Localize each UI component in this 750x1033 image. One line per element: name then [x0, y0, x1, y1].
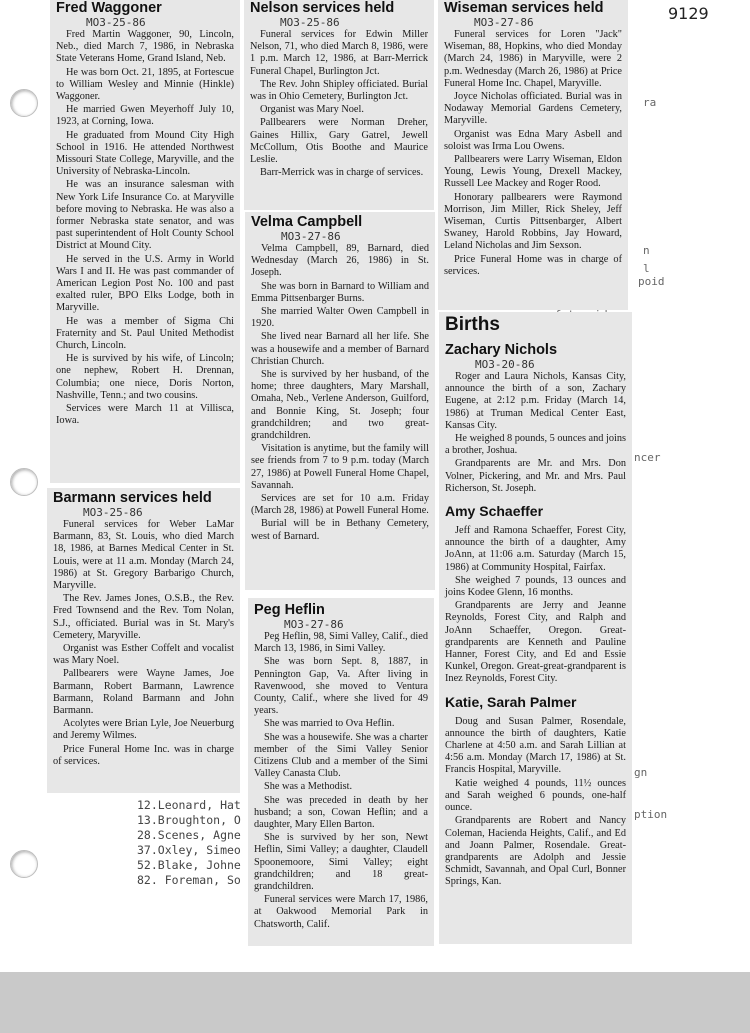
- paragraph: Funeral services for Loren "Jack" Wiseman, 88, Hopkins, who died Monday (March 24, 1986) in Maryville, were 2 p.m. Wednesday (March 26, 1986) at Price Funeral Home Inc. Chapel, Maryville.: [444, 29, 622, 89]
- list-item: 28.Scenes, Agne: [137, 828, 241, 842]
- clipping-title: Velma Campbell: [251, 214, 363, 230]
- punch-hole: [10, 468, 38, 496]
- paragraph: She lived near Barnard all her life. She was a housewife and a member of Barnard Christian Church.: [251, 331, 429, 367]
- clipping-velma-campbell: [245, 212, 435, 590]
- background-fragment: ption: [634, 808, 668, 821]
- paragraph: She was a housewife. She was a charter member of the Simi Valley Senior Citizens Club and a member of the Simi Valley Canasta Club.: [254, 731, 428, 780]
- paragraph: She married Walter Owen Campbell in 1920.: [251, 306, 429, 330]
- paragraph: She was born Sept. 8, 1887, in Pennington Gap, Va. After living in Ravenwood, she moved to Ventura County, Calif., where she lived for 49 years.: [254, 656, 428, 717]
- paragraph: Barr-Merrick was in charge of services.: [260, 167, 424, 179]
- clipping-peg-heflin: [248, 598, 434, 946]
- paragraph: Burial will be in Bethany Cemetery, west of Barnard.: [251, 518, 429, 542]
- birth-title: Zachary Nichols: [445, 342, 558, 358]
- list-item: 12.Leonard, Hat: [137, 798, 241, 812]
- paragraph: Organist was Mary Noel.: [260, 104, 364, 116]
- paragraph: Honorary pallbearers were Raymond Morrison, Jim Miller, Rick Sheley, Jeff Wiseman, Curtis Pittsenbarger, Albert Swaney, Harold Robbins, Jay Howard, Leland Nicholas and Jim Sexson.: [444, 191, 622, 252]
- clipping-fred-waggoner: [50, 0, 240, 483]
- paragraph: Grandparents are Robert and Nancy Coleman, Hacienda Heights, Calif., and Ed and Joann Palmer, Rosendale. Great-grandparents are Adolph and Jessie Schmidt, Savannah, and Opal Curl, Bonner Springs, Kan.: [445, 815, 626, 888]
- paragraph: He was born Oct. 21, 1895, at Fortescue to William Wesley and Minnie (Hinkle) Waggoner.: [56, 66, 234, 103]
- list-item: 13.Broughton, O: [137, 813, 241, 827]
- paragraph: He served in the U.S. Army in World Wars I and II. He was past commander of American Legion Post No. 100 and past exalted ruler, BPO Elks Lodge, both in Maryville.: [56, 253, 234, 314]
- page-number: 9129: [668, 4, 709, 23]
- clipping-title: Wiseman services held: [444, 0, 604, 16]
- background-fragment: poid: [638, 275, 665, 288]
- handwritten-date: MO3-20-86: [475, 358, 535, 371]
- paragraph: Acolytes were Brian Lyle, Joe Neuerburg and Jeremy Wilmes.: [53, 718, 234, 742]
- paragraph: Velma Campbell, 89, Barnard, died Wednesday (March 26, 1986) in St. Joseph.: [251, 243, 429, 279]
- paragraph: He weighed 8 pounds, 5 ounces and joins a brother, Joshua.: [445, 433, 627, 457]
- paragraph: The Rev. James Jones, O.S.B., the Rev. Fred Townsend and the Rev. Tom Nolan, S.J., officiated. Burial was in St. Mary's Cemetery, Maryville.: [53, 593, 234, 641]
- paragraph: Joyce Nicholas officiated. Burial was in Nodaway Memorial Gardens Cemetery, Maryville.: [444, 91, 622, 127]
- paragraph: Visitation is anytime, but the family will see friends from 7 to 9 p.m. today (March 27, 1986) at Powell Funeral Home Chapel, Savannah.: [251, 443, 429, 491]
- paragraph: He married Gwen Meyerhoff July 10, 1923, at Corning, Iowa.: [56, 104, 234, 128]
- paragraph: She weighed 7 pounds, 13 ounces and joins Kodee Glenn, 16 months.: [445, 574, 626, 599]
- handwritten-date: MO3-27-86: [281, 230, 341, 243]
- section-title: Births: [445, 314, 500, 335]
- background-fragment: gn: [634, 766, 648, 779]
- paragraph: Price Funeral Home was in charge of services.: [444, 253, 622, 277]
- paragraph: He graduated from Mound City High School in 1916. He attended Northwest Missouri State College, Maryville, and the University of Nebraska-Lincoln.: [56, 129, 234, 178]
- paragraph: Funeral services were March 17, 1986, at Oakwood Memorial Park in Chatsworth, Calif.: [254, 894, 428, 930]
- paragraph: Doug and Susan Palmer, Rosendale, announce the birth of daughters, Katie Charlene at 4:50 a.m. and Sarah Lillian at 4:56 a.m. Monday (March 17, 1986) at St. Francis Hospital, Maryville.: [445, 715, 626, 776]
- paragraph: Roger and Laura Nichols, Kansas City, announce the birth of a son, Zachary Eugene, at 2:12 p.m. Friday (March 14, 1986) at Truman Medical Center East, Kansas City.: [445, 371, 626, 431]
- birth-title: Katie, Sarah Palmer: [445, 693, 577, 710]
- paragraph: He was an insurance salesman with New York Life Insurance Co. at Maryville before moving to Nebraska. He was also a former Nebraska state senator, and was past superintendent of Holt County School District at Mound City.: [56, 179, 234, 252]
- clipping-title: Nelson services held: [250, 0, 395, 16]
- paragraph: She is survived by her son, Newt Heflin, Simi Valley; a daughter, Claudell Spoonemoore, Simi Valley; eight grandchildren; and 18 great-grandchildren.: [254, 832, 428, 893]
- paragraph: Pallbearers were Larry Wiseman, Eldon Young, Lewis Young, Drexell Mackey, Russell Lee Mackey and Roger Rood.: [444, 154, 622, 190]
- scan-bottom-edge: [0, 972, 750, 1033]
- paragraph: Services were March 11 at Villisca, Iowa.: [56, 403, 234, 427]
- punch-hole: [10, 850, 38, 878]
- paragraph: Pallbearers were Wayne James, Joe Barmann, Robert Barmann, Lawrence Barmann, Roland Barmann and John Barmann.: [53, 668, 234, 717]
- clipping-title: Barmann services held: [53, 490, 212, 506]
- paragraph: Peg Heflin, 98, Simi Valley, Calif., died March 13, 1986, in Simi Valley.: [254, 631, 428, 655]
- list-item: 82. Foreman, So: [137, 873, 241, 887]
- clipping-title: Fred Waggoner: [56, 0, 162, 16]
- paragraph: Pallbearers were Norman Dreher, Gaines Hillix, Gary Gatrel, Jewell McCollum, Otis Boothe and Maurice Leslie.: [250, 117, 428, 166]
- paragraph: Fred Martin Waggoner, 90, Lincoln, Neb., died March 7, 1986, in Nebraska State Veterans Home, Grand Island, Neb.: [56, 29, 234, 65]
- handwritten-date: MO3-27-86: [284, 618, 344, 631]
- paragraph: She was born in Barnard to William and Emma Pittsenbarger Burns.: [251, 280, 429, 304]
- paragraph: She was a Methodist.: [264, 781, 353, 793]
- paragraph: Grandparents are Jerry and Jeanne Reynolds, Forest City, and Ralph and JoAnn Schaeffer, Oregon. Great-grandparents are Kenneth and Pauline Hanner, Forest City, and Ed and Essie Kunkel, Oregon. Great-great-grandparent is Inez Reynolds, Forest City.: [445, 600, 626, 685]
- background-fragment: n: [643, 244, 650, 257]
- paragraph: The Rev. John Shipley officiated. Burial was in Ohio Cemetery, Burlington Jct.: [250, 78, 428, 103]
- list-item: 52.Blake, Johne: [137, 858, 241, 872]
- clipping-nelson: [244, 0, 434, 210]
- paragraph: Price Funeral Home Inc. was in charge of services.: [53, 743, 234, 767]
- clipping-wiseman: [438, 0, 628, 310]
- clipping-births: [439, 312, 632, 944]
- handwritten-date: MO3-25-86: [280, 16, 340, 29]
- paragraph: Grandparents are Mr. and Mrs. Don Volner, Pickering, and Mr. and Mrs. Paul Richerson, St. Joseph.: [445, 458, 626, 494]
- paragraph: Organist was Esther Coffelt and vocalist was Mary Noel.: [53, 643, 234, 667]
- background-list: [137, 798, 247, 888]
- paragraph: She was married to Ova Heflin.: [264, 718, 395, 730]
- punch-hole: [10, 89, 38, 117]
- clipping-barmann: [47, 488, 240, 793]
- paragraph: She was preceded in death by her husband; a son, Cowan Heflin; and a daughter, Mary Ellen Barton.: [254, 794, 428, 831]
- paragraph: Organist was Edna Mary Asbell and soloist was Irma Lou Owens.: [444, 128, 622, 152]
- list-item: 37.Oxley, Simeo: [137, 843, 241, 857]
- handwritten-date: MO3-27-86: [474, 16, 534, 29]
- birth-title: Amy Schaeffer: [445, 503, 544, 520]
- handwritten-date: MO3-25-86: [83, 506, 143, 519]
- paragraph: Funeral services for Edwin Miller Nelson, 71, who died March 8, 1986, were 1 p.m. March 12, 1986, at Barr-Merrick Funeral Chapel, Burlington Jct.: [250, 29, 428, 77]
- paragraph: Jeff and Ramona Schaeffer, Forest City, announce the birth of a daughter, Amy JoAnn, at 11:06 a.m. Saturday (March 15, 1986) at Community Hospital, Fairfax.: [445, 525, 626, 573]
- paragraph: Funeral services for Weber LaMar Barmann, 83, St. Louis, who died March 18, 1986, at Barnes Medical Center in St. Louis, were at 11 a.m. Monday (March 24, 1986) at St. Gregory Barbarigo Church, Maryville.: [53, 519, 234, 592]
- paragraph: He was a member of Sigma Chi Fraternity and St. Paul United Methodist Church, Lincoln.: [56, 315, 234, 352]
- paragraph: He is survived by his wife, of Lincoln; one nephew, Robert H. Drennan, Columbia; one niece, Doris Norton, Nashville, Tenn.; and two cousins.: [56, 353, 234, 401]
- paragraph: Services are set for 10 a.m. Friday (March 28, 1986) at Powell Funeral Home.: [251, 493, 429, 517]
- paragraph: Katie weighed 4 pounds, 11½ ounces and Sarah weighed 6 pounds, one-half ounce.: [445, 777, 626, 814]
- clipping-title: Peg Heflin: [254, 602, 325, 618]
- background-fragment: l: [643, 262, 650, 275]
- handwritten-date: MO3-25-86: [86, 16, 146, 29]
- background-fragment: ra: [643, 96, 657, 109]
- paragraph: She is survived by her husband, of the home; three daughters, Mary Marshall, Omaha, Neb., Verlene Anderson, Guilford, and Bonnie King, St. Joseph; four grandchildren; and two great-grandchildren.: [251, 369, 429, 442]
- background-fragment: ncer: [634, 451, 661, 464]
